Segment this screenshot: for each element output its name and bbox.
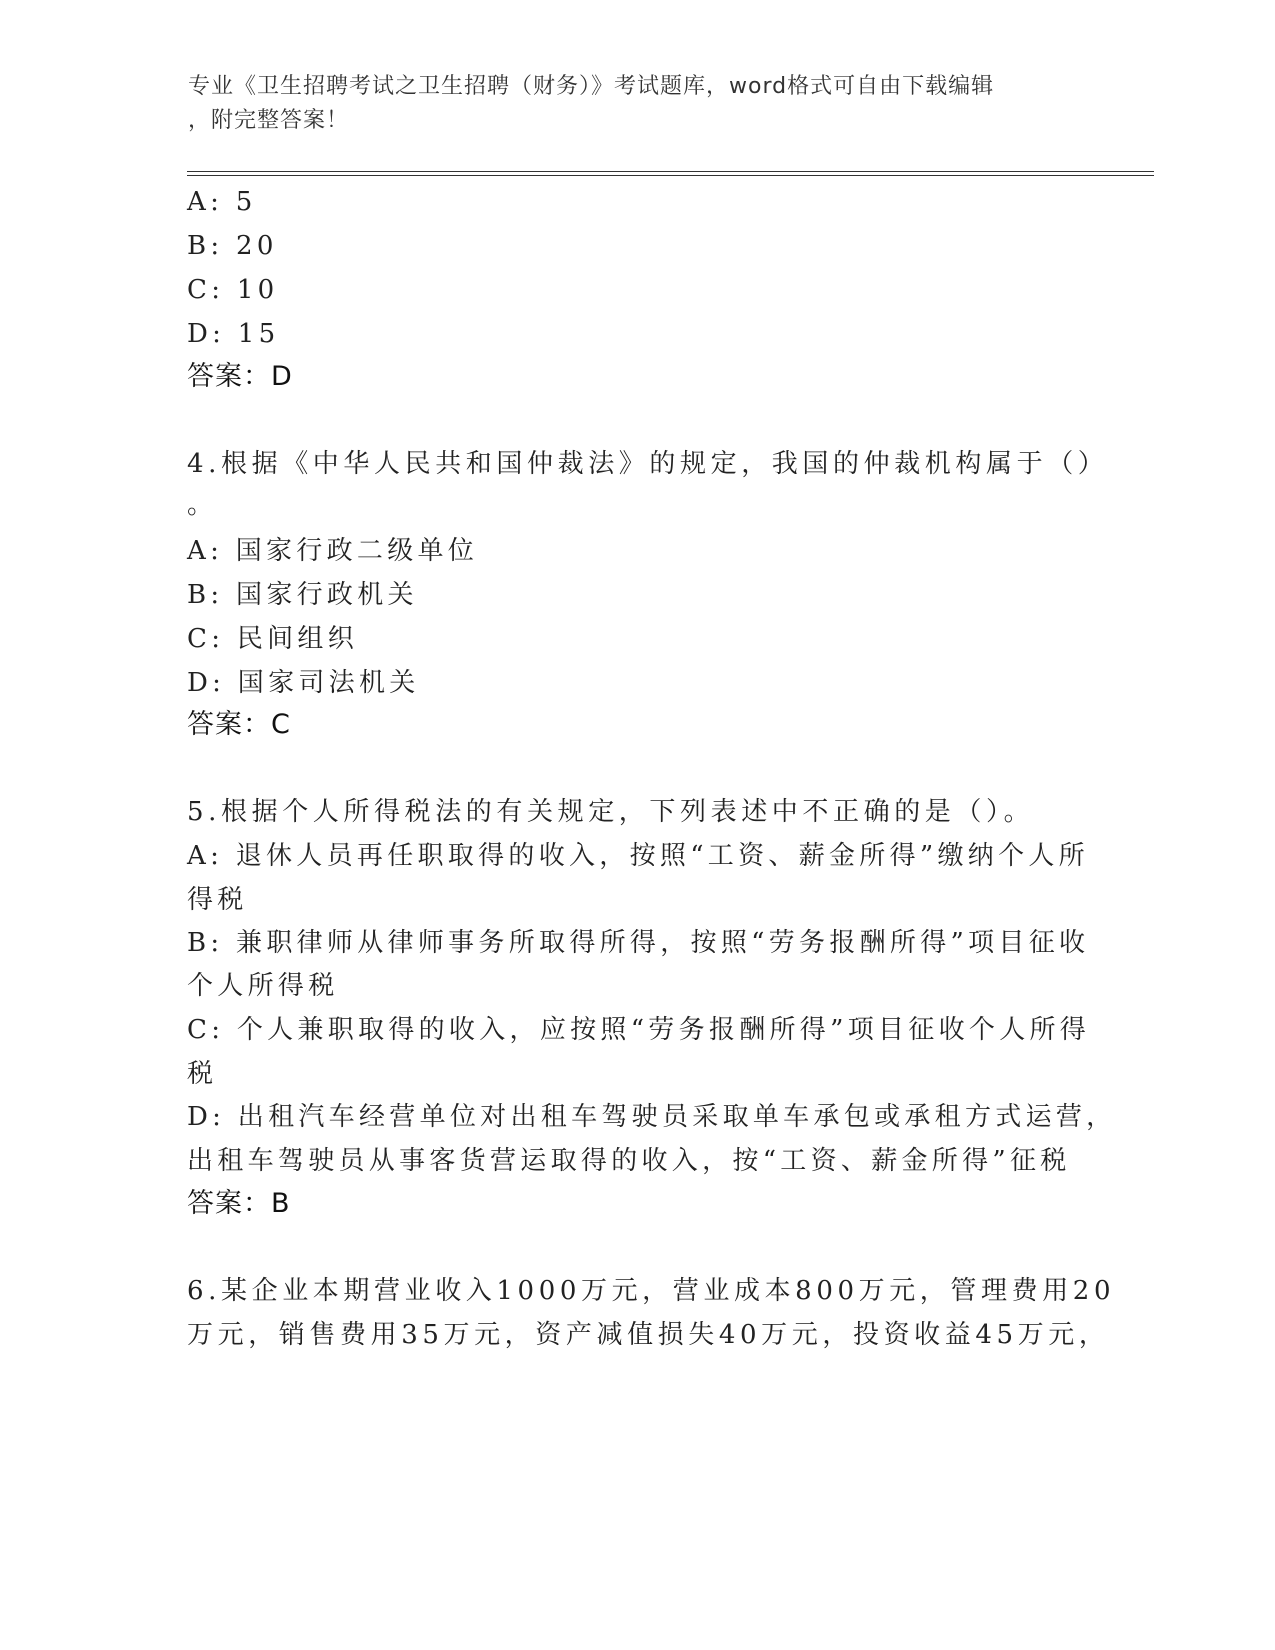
header-divider-top <box>187 171 1154 172</box>
q4-stem-line-2: 。 <box>187 490 218 520</box>
q3-option-b: B: 20 <box>187 231 278 261</box>
q4-option-a: A: 国家行政二级单位 <box>187 536 479 566</box>
q3-option-a: A: 5 <box>187 187 257 217</box>
q4-option-d: D: 国家司法机关 <box>187 668 420 698</box>
q5-option-b-line-2: 个人所得税 <box>187 971 339 1001</box>
q5-option-c-line-2: 税 <box>187 1059 218 1089</box>
header-title-line-2: ，附完整答案！ <box>188 108 350 133</box>
q3-option-c: C: 10 <box>187 275 279 305</box>
q5-option-b-line-1: B: 兼职律师从律师事务所取得所得，按照“劳务报酬所得”项目征收 <box>187 928 1090 958</box>
q6-stem-line-2: 万元，销售费用35万元，资产减值损失40万元，投资收益45万元， <box>187 1320 1110 1350</box>
q4-option-c: C: 民间组织 <box>187 624 359 654</box>
q3-option-d: D: 15 <box>187 319 280 349</box>
q4-option-b: B: 国家行政机关 <box>187 580 418 610</box>
q5-option-a-line-1: A: 退休人员再任职取得的收入，按照“工资、薪金所得”缴纳个人所 <box>187 841 1089 871</box>
q4-stem-line-1: 4.根据《中华人民共和国仲裁法》的规定，我国的仲裁机构属于（） <box>187 449 1109 479</box>
document-header <box>188 70 1068 138</box>
q5-option-d-line-1: D: 出租汽车经营单位对出租车驾驶员采取单车承包或承租方式运营， <box>187 1102 1117 1132</box>
q5-answer: 答案：B <box>187 1188 291 1219</box>
q4-answer: 答案：C <box>187 709 291 740</box>
q3-answer: 答案：D <box>187 361 293 392</box>
header-divider-bottom <box>187 175 1154 176</box>
q5-option-a-line-2: 得税 <box>187 885 248 915</box>
header-title-line-1: 专业《卫生招聘考试之卫生招聘（财务）》考试题库，word格式可自由下载编辑 <box>188 74 995 99</box>
q6-stem-line-1: 6.某企业本期营业收入1000万元，营业成本800万元，管理费用20 <box>187 1276 1116 1306</box>
q5-option-d-line-2: 出租车驾驶员从事客货营运取得的收入，按“工资、薪金所得”征税 <box>187 1146 1071 1176</box>
q5-stem: 5.根据个人所得税法的有关规定，下列表述中不正确的是（）。 <box>187 797 1035 827</box>
q5-option-c-line-1: C: 个人兼职取得的收入，应按照“劳务报酬所得”项目征收个人所得 <box>187 1015 1091 1045</box>
